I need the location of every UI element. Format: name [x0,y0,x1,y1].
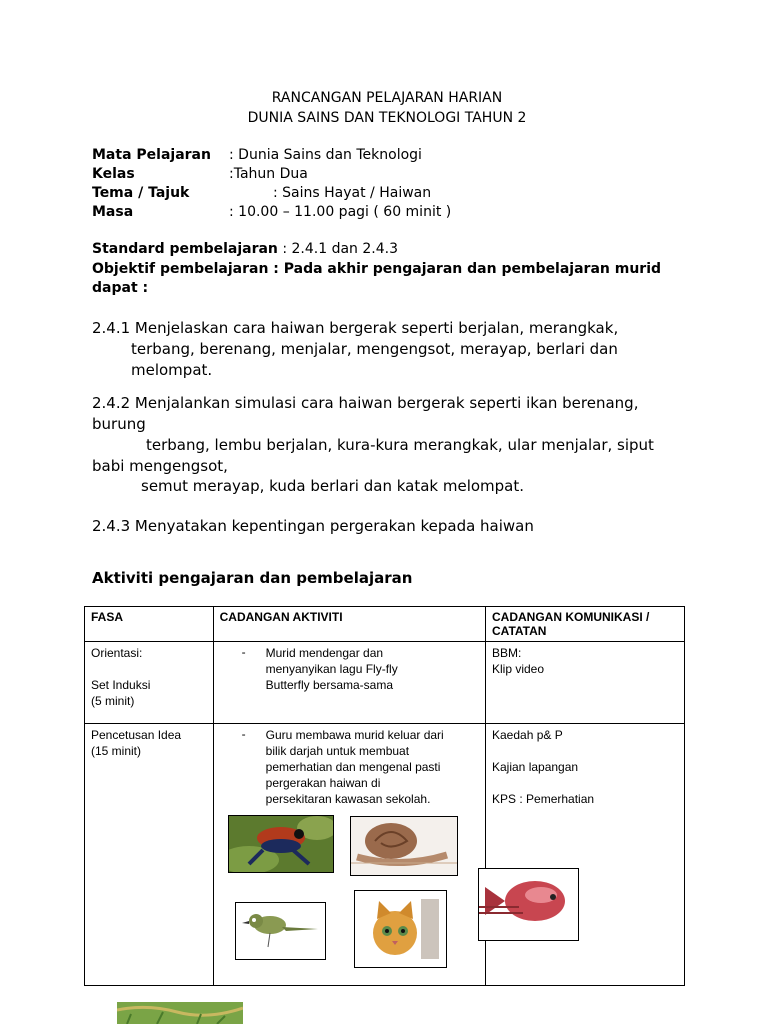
phase-line: Pencetusan Idea [91,728,182,742]
notes-cell [486,724,685,986]
phase-line: (5 minit) [91,694,135,708]
document-subtitle: DUNIA SAINS DAN TEKNOLOGI TAHUN 2 [247,110,527,126]
phase-line [91,661,207,677]
column-header-phase: FASA [85,607,214,642]
activity-line: menyanyikan lagu Fly-fly [265,662,398,676]
objective-line1: Objektif pembelajaran : Pada akhir pengajaran dan pembelajaran murid [92,261,662,277]
frog-image [228,815,334,873]
objective-242-cont: burung [92,415,146,433]
phase-line: Orientasi: [91,646,143,660]
learning-standard [92,241,398,257]
meta-value: : Dunia Sains dan Teknologi [229,147,422,163]
notes-line: KPS : Pemerhatian [492,792,595,806]
meta-label: Mata Pelajaran [92,147,211,163]
kitten-image [354,890,447,968]
standard-label: Standard pembelajaran [92,241,278,257]
notes-line: Kaedah p& P [492,728,563,742]
objective-241: 2.4.1 Menjelaskan cara haiwan bergerak seperti berjalan, merangkak, [92,319,619,337]
activity-line: pergerakan haiwan di [265,776,381,790]
activity-bullet [220,645,479,693]
column-header-notes: CADANGAN KOMUNIKASI / CATATAN [486,607,685,642]
standard-value: : 2.4.1 dan 2.4.3 [282,241,398,257]
phase-cell [85,642,214,724]
column-header-activity: CADANGAN AKTIVITI [213,607,485,642]
activity-cell [213,642,485,724]
bird-image [235,902,326,960]
objective-243: 2.4.3 Menyatakan kepentingan pergerakan kepada haiwan [92,517,534,535]
objective-242-cont: semut merayap, kuda berlari dan katak melompat. [141,477,525,495]
table-header-row [85,607,685,642]
activity-line: Guru membawa murid keluar dari [265,728,444,742]
meta-value: :Tahun Dua [229,166,308,182]
notes-line: Klip video [492,662,545,676]
activity-bullet [220,727,479,807]
snail-image [350,816,458,876]
phase-line: (15 minit) [91,744,142,758]
activity-line: pemerhatian dan mengenal pasti [265,760,441,774]
notes-cell [486,642,685,724]
activity-line: Butterfly bersama-sama [265,678,394,692]
bullet-dash: - [241,727,246,741]
fish-image [478,868,579,941]
activity-line: persekitaran kawasan sekolah. [265,792,431,806]
objective-242-cont: terbang, lembu berjalan, kura-kura merangkak, ular menjalar, siput [146,436,654,454]
meta-label: Kelas [92,166,135,182]
objective-242-cont: babi mengengsot, [92,457,228,475]
objective-241-cont: melompat. [131,361,213,379]
objective-242: 2.4.2 Menjalankan simulasi cara haiwan bergerak seperti ikan berenang, [92,394,639,412]
objective-line2: dapat : [92,280,149,296]
phase-line: Set Induksi [91,678,151,692]
grass-image [117,1002,243,1024]
bullet-dash: - [241,645,246,659]
activity-line: bilik darjah untuk membuat [265,744,410,758]
activity-line: Murid mendengar dan [265,646,384,660]
meta-label: Masa [92,204,134,220]
notes-line: BBM: [492,646,522,660]
phase-cell [85,724,214,986]
activity-heading: Aktiviti pengajaran dan pembelajaran [92,569,413,587]
meta-value: : Sains Hayat / Haiwan [273,185,432,201]
meta-value: : 10.00 – 11.00 pagi ( 60 minit ) [229,204,452,220]
notes-line [492,743,678,759]
document-title: RANCANGAN PELAJARAN HARIAN [271,90,503,106]
table-row [85,642,685,724]
notes-line: Kajian lapangan [492,760,579,774]
meta-label: Tema / Tajuk [92,185,190,201]
objective-241-cont: terbang, berenang, menjalar, mengengsot, merayap, berlari dan [131,340,618,358]
notes-line [492,775,678,791]
